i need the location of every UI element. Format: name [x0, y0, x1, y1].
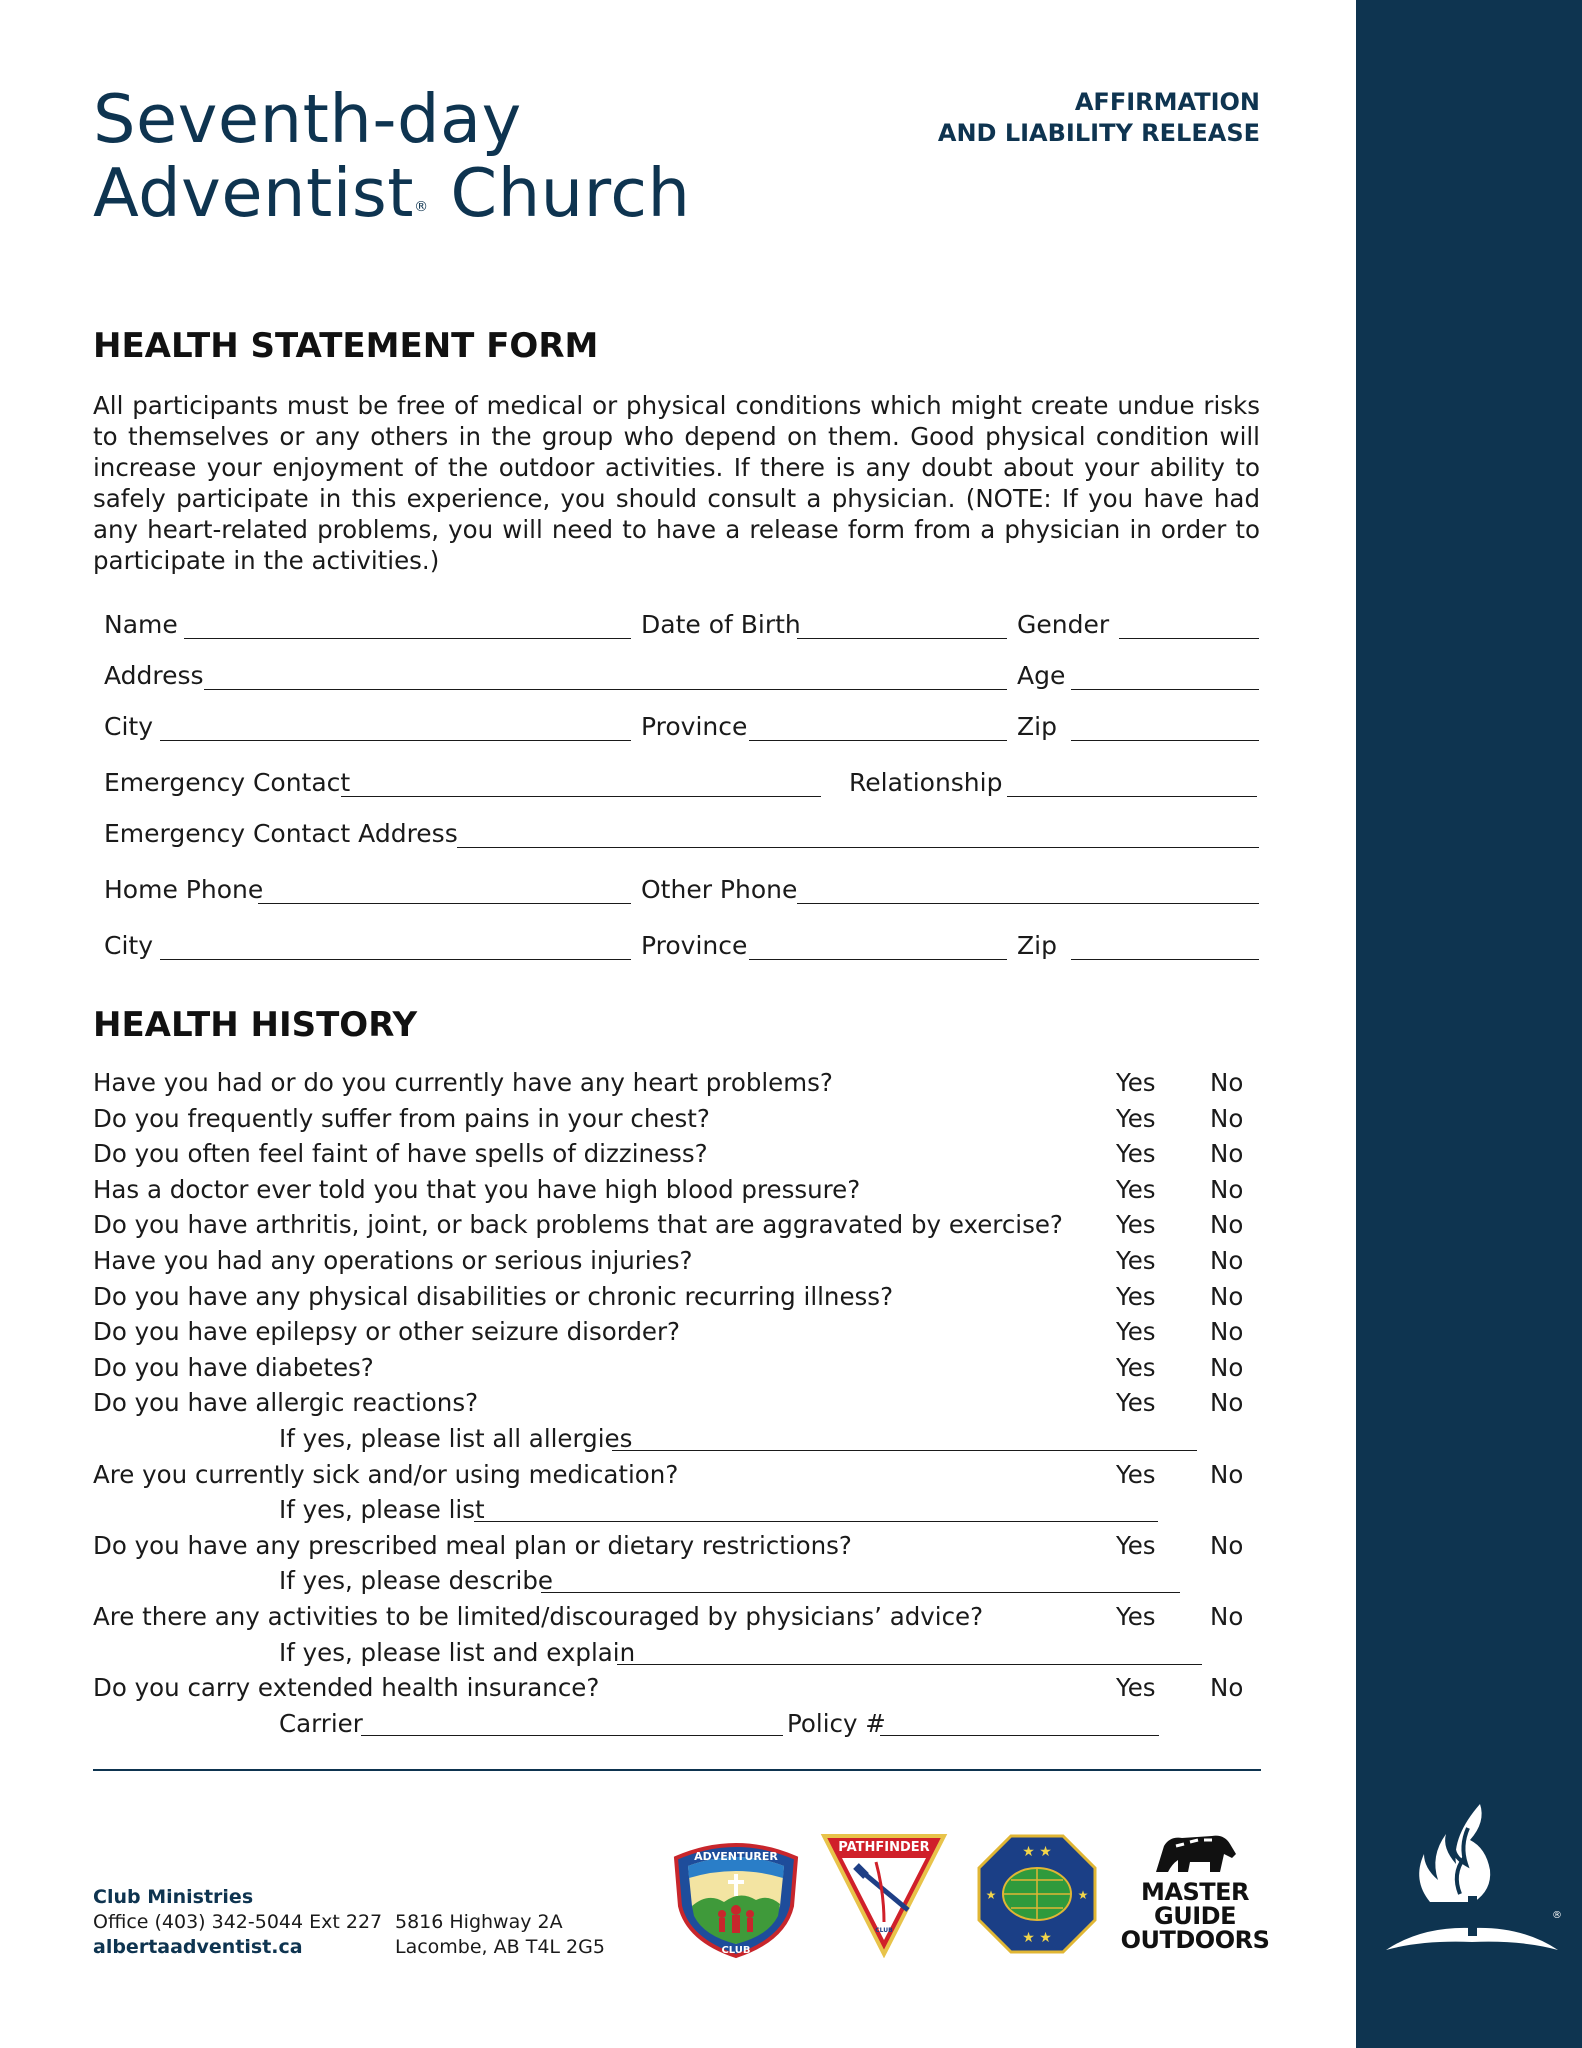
- website-link[interactable]: albertaadventist.ca: [93, 1936, 303, 1958]
- no-option[interactable]: No: [1210, 1602, 1244, 1631]
- field-row-emergency-address: [104, 817, 1259, 851]
- question-row: [93, 1317, 1260, 1352]
- zip-2-label: Zip: [1017, 931, 1057, 960]
- question-row: [93, 1139, 1260, 1174]
- field-row-phones: [104, 873, 1259, 907]
- allergies-label: If yes, please list all allergies: [279, 1424, 633, 1453]
- emergency-address-label: Emergency Contact Address: [104, 819, 458, 848]
- no-option[interactable]: No: [1210, 1673, 1244, 1703]
- footer-contact: [93, 1885, 382, 1960]
- no-option[interactable]: No: [1210, 1530, 1244, 1560]
- question-text: Do you have any physical disabilities or chronic recurring illness?: [93, 1281, 894, 1311]
- mgo-line-1: MASTER: [1141, 1878, 1249, 1906]
- question-text: Do you have arthritis, joint, or back problems that are aggravated by exercise?: [93, 1210, 1063, 1240]
- province-label: Province: [641, 712, 748, 741]
- province-field[interactable]: [749, 740, 1007, 741]
- medication-label: If yes, please list: [279, 1495, 485, 1525]
- bear-icon: [1120, 1832, 1270, 1876]
- adventurer-badge-text: ADVENTURER: [694, 1850, 778, 1863]
- other-phone-label: Other Phone: [641, 875, 798, 904]
- question-text: Have you had or do you currently have any heart problems?: [93, 1068, 833, 1097]
- church-name-line2: Adventist: [93, 154, 415, 232]
- question-row: [93, 1460, 1260, 1495]
- field-row-city-2: [104, 929, 1259, 963]
- question-text: Do you have any prescribed meal plan or dietary restrictions?: [93, 1530, 852, 1560]
- emergency-contact-label: Emergency Contact: [104, 768, 351, 797]
- name-field[interactable]: [184, 638, 631, 639]
- field-row-city: [104, 710, 1259, 744]
- yes-option[interactable]: Yes: [1116, 1068, 1156, 1097]
- church-name-line2b: Church: [450, 154, 691, 232]
- activities-field[interactable]: [617, 1664, 1202, 1665]
- address-field[interactable]: [204, 689, 1007, 690]
- medication-field[interactable]: [474, 1521, 1158, 1522]
- followup-row-diet: [93, 1566, 1260, 1601]
- question-row: [93, 1068, 1260, 1103]
- zip-field[interactable]: [1071, 740, 1259, 741]
- carrier-label: Carrier: [279, 1708, 363, 1738]
- no-option[interactable]: No: [1210, 1174, 1244, 1204]
- dob-field[interactable]: [797, 638, 1007, 639]
- field-row-emergency: [104, 766, 1259, 800]
- no-option[interactable]: No: [1210, 1388, 1244, 1418]
- adventurer-club-logo: [668, 1836, 804, 1960]
- no-option[interactable]: No: [1210, 1246, 1244, 1275]
- question-row: [93, 1673, 1260, 1708]
- mgo-text: [1120, 1880, 1270, 1952]
- question-row: [93, 1531, 1260, 1566]
- yes-option[interactable]: Yes: [1116, 1459, 1156, 1489]
- registered-mark: ®: [414, 199, 429, 215]
- gender-label: Gender: [1017, 610, 1110, 639]
- relationship-label: Relationship: [849, 768, 1003, 797]
- question-row: [93, 1388, 1260, 1423]
- church-name-line1: Seventh-day: [93, 80, 522, 158]
- address-line-2: Lacombe, AB T4L 2G5: [395, 1936, 605, 1958]
- zip-label: Zip: [1017, 712, 1057, 741]
- church-name-line2-wrap: [93, 156, 691, 230]
- no-option[interactable]: No: [1210, 1281, 1244, 1311]
- pathfinder-club-logo: [820, 1832, 948, 1958]
- activities-label: If yes, please list and explain: [279, 1637, 636, 1667]
- yes-option[interactable]: Yes: [1116, 1246, 1156, 1275]
- pathfinder-badge-text: PATHFINDER: [838, 1840, 930, 1855]
- other-phone-field[interactable]: [797, 903, 1259, 904]
- question-row: [93, 1282, 1260, 1317]
- question-row: [93, 1602, 1260, 1637]
- question-text: Do you have epilepsy or other seizure disorder?: [93, 1317, 681, 1347]
- liability-release-label: AND LIABILITY RELEASE: [937, 119, 1260, 147]
- church-wordmark: [93, 82, 691, 230]
- question-row: [93, 1353, 1260, 1388]
- yes-option[interactable]: Yes: [1116, 1352, 1156, 1382]
- question-text: Do you frequently suffer from pains in your chest?: [93, 1103, 710, 1133]
- city-label: City: [104, 712, 153, 741]
- question-text: Do you have diabetes?: [93, 1352, 374, 1382]
- province-2-field[interactable]: [749, 959, 1007, 960]
- question-text: Do you carry extended health insurance?: [93, 1673, 600, 1703]
- yes-option[interactable]: Yes: [1116, 1317, 1156, 1347]
- no-option[interactable]: No: [1210, 1210, 1244, 1240]
- home-phone-field[interactable]: [258, 903, 631, 904]
- allergies-field[interactable]: [612, 1450, 1197, 1451]
- field-row-name: [104, 608, 1259, 642]
- star-icon: ★ ★: [1022, 1844, 1052, 1860]
- question-text: Do you have allergic reactions?: [93, 1388, 479, 1418]
- pathfinder-badge-club-text: CLUB: [875, 1927, 893, 1934]
- yes-option[interactable]: Yes: [1116, 1174, 1156, 1204]
- intro-paragraph: All participants must be free of medical or physical conditions which might create undue risks to themselves or any others in the group who depend on them. Good physical condition will increase your enjoyment of the outdoor activities. If there is any doubt about your ability to safely participate in this experience, you should consult a physician. (NOTE: If you have had any heart-related problems, you will need to have a release form from a physician in order to participate in the activities.): [93, 391, 1260, 575]
- policy-label: Policy #: [787, 1708, 886, 1738]
- yes-option[interactable]: Yes: [1116, 1103, 1156, 1133]
- diet-label: If yes, please describe: [279, 1566, 553, 1596]
- no-option[interactable]: No: [1210, 1103, 1244, 1133]
- yes-option[interactable]: Yes: [1116, 1530, 1156, 1560]
- no-option[interactable]: No: [1210, 1068, 1244, 1097]
- no-option[interactable]: No: [1210, 1317, 1244, 1347]
- yes-option[interactable]: Yes: [1116, 1602, 1156, 1631]
- yes-option[interactable]: Yes: [1116, 1281, 1156, 1311]
- affirmation-label: AFFIRMATION: [1074, 88, 1260, 116]
- gender-field[interactable]: [1119, 638, 1259, 639]
- health-history-title: HEALTH HISTORY: [93, 1005, 418, 1045]
- star-icon: ★: [1077, 1888, 1089, 1902]
- office-phone: Office (403) 342-5044 Ext 227: [93, 1911, 383, 1933]
- no-option[interactable]: No: [1210, 1459, 1244, 1489]
- question-row: [93, 1175, 1260, 1210]
- star-icon: ★ ★: [1022, 1930, 1052, 1946]
- emergency-address-field[interactable]: [457, 847, 1259, 848]
- question-text: Have you had any operations or serious injuries?: [93, 1246, 693, 1275]
- followup-row-medication: [93, 1495, 1260, 1530]
- master-guide-outdoors-logo: [1120, 1832, 1270, 1958]
- question-text: Are there any activities to be limited/discouraged by physicians’ advice?: [93, 1602, 984, 1631]
- yes-option[interactable]: Yes: [1116, 1388, 1156, 1418]
- city-2-label: City: [104, 931, 153, 960]
- star-icon: ★: [985, 1888, 997, 1902]
- relationship-field[interactable]: [1007, 796, 1257, 797]
- document-type: [860, 87, 1260, 149]
- diet-field[interactable]: [541, 1592, 1180, 1593]
- question-row: [93, 1104, 1260, 1139]
- question-text: Do you often feel faint of have spells of dizziness?: [93, 1139, 708, 1169]
- question-row: [93, 1210, 1260, 1245]
- yes-option[interactable]: Yes: [1116, 1210, 1156, 1240]
- form-title: HEALTH STATEMENT FORM: [93, 326, 599, 366]
- navy-sidebar: [1356, 0, 1582, 2048]
- address-line-1: 5816 Highway 2A: [395, 1911, 563, 1933]
- yes-option[interactable]: Yes: [1116, 1673, 1156, 1703]
- city-field[interactable]: [160, 740, 631, 741]
- followup-row-allergies: [93, 1424, 1260, 1459]
- carrier-field[interactable]: [361, 1735, 783, 1736]
- followup-row-activities: [93, 1638, 1260, 1673]
- policy-field[interactable]: [880, 1735, 1159, 1736]
- zip-2-field[interactable]: [1071, 959, 1259, 960]
- field-row-address: [104, 659, 1259, 693]
- mgo-line-2: GUIDE: [1154, 1902, 1236, 1930]
- footer-address: [395, 1910, 605, 1960]
- no-option[interactable]: No: [1210, 1139, 1244, 1169]
- master-guide-logo: [975, 1832, 1099, 1956]
- province-2-label: Province: [641, 931, 748, 960]
- question-text: Has a doctor ever told you that you have high blood pressure?: [93, 1174, 861, 1204]
- address-label: Address: [104, 661, 204, 690]
- adventurer-badge-club-text: CLUB: [721, 1945, 751, 1956]
- mgo-line-3: OUTDOORS: [1120, 1926, 1270, 1954]
- age-label: Age: [1017, 661, 1066, 690]
- name-label: Name: [104, 610, 178, 639]
- no-option[interactable]: No: [1210, 1352, 1244, 1382]
- sda-registered-mark: ®: [1552, 1910, 1562, 1921]
- home-phone-label: Home Phone: [104, 875, 264, 904]
- followup-row-insurance: [93, 1709, 1260, 1744]
- yes-option[interactable]: Yes: [1116, 1139, 1156, 1169]
- dob-label: Date of Birth: [641, 610, 801, 639]
- sda-church-logo: [1382, 1800, 1562, 1970]
- emergency-contact-field[interactable]: [341, 796, 821, 797]
- org-name: Club Ministries: [93, 1886, 254, 1908]
- city-2-field[interactable]: [160, 959, 631, 960]
- age-field[interactable]: [1071, 689, 1259, 690]
- question-row: [93, 1246, 1260, 1281]
- footer-divider: [93, 1769, 1261, 1771]
- question-text: Are you currently sick and/or using medication?: [93, 1459, 679, 1489]
